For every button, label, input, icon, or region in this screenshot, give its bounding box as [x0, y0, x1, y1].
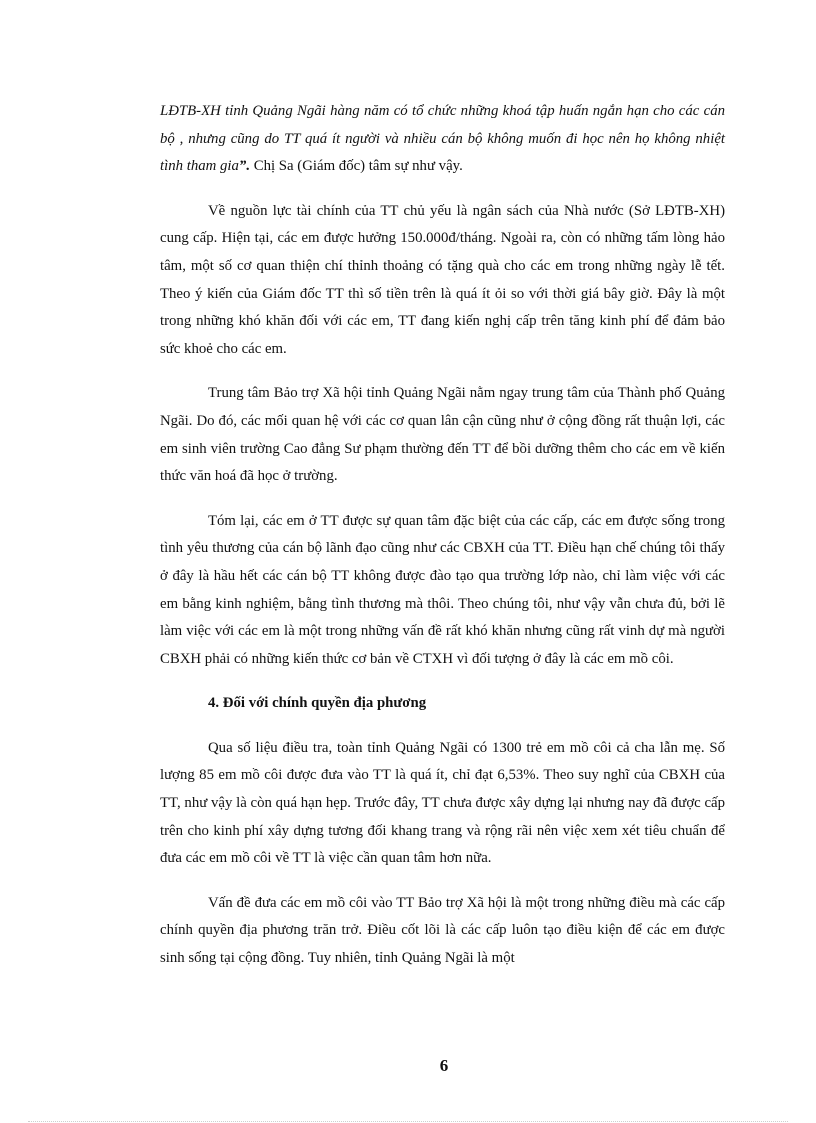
- section-heading: 4. Đối với chính quyền địa phương: [208, 695, 427, 712]
- paragraph-center-location: Trung tâm Bảo trợ Xã hội tỉnh Quảng Ngãi nằm ngay trung tâm của Thành phố Quảng Ngãi. Do đó, các mối quan hệ với các cơ quan lân cận cũng như ở cộng đồng rất thuận lợi, các em sinh viên trường Cao đẳng Sư phạm thường đến TT để bồi dưỡng thêm cho các em về kiến thức văn hoá đã học ở trường.: [160, 385, 725, 485]
- document-body: [160, 98, 725, 990]
- quote-close-mark: ”.: [238, 158, 251, 175]
- paragraph-financial-resources: Về nguồn lực tài chính của TT chủ yếu là ngân sách của Nhà nước (Sở LĐTB-XH) cung cấp. Hiện tại, các em được hưởng 150.000đ/tháng. Ngoài ra, còn có những tấm lòng hảo tâm, một số cơ quan thiện chí thỉnh thoảng có tặng quà cho các em trong những ngày lễ tết. Theo ý kiến của Giám đốc TT thì số tiền trên là quá ít ỏi so với thời giá bây giờ. Đây là một trong những khó khăn đối với các em, TT đang kiến nghị cấp trên tăng kinh phí để đảm bảo sức khoẻ cho các em.: [160, 202, 725, 357]
- paragraph-summary: Tóm lại, các em ở TT được sự quan tâm đặc biệt của các cấp, các em được sống trong tình yêu thương của cán bộ lãnh đạo cũng như các CBXH của TT. Điều hạn chế chúng tôi thấy ở đây là hầu hết các cán bộ TT không được đào tạo qua trường lớp nào, chỉ làm việc với các em bằng kinh nghiệm, bằng tình thương mà thôi. Theo chúng tôi, như vậy vẫn chưa đủ, bởi lẽ làm việc với các em là một trong những vấn đề rất khó khăn nhưng cũng rất vinh dự mà người CBXH phải có những kiến thức cơ bản về CTXH vì đối tượng ở đây là các em mồ côi.: [160, 512, 725, 667]
- paragraph-survey-data: Qua số liệu điều tra, toàn tỉnh Quảng Ngãi có 1300 trẻ em mồ côi cả cha lẫn mẹ. Số lượng 85 em mồ côi được đưa vào TT là quá ít, chỉ đạt 6,53%. Theo suy nghĩ của CBXH của TT, như vậy là còn quá hạn hẹp. Trước đây, TT chưa được xây dựng lại nhưng nay đã được cấp trên cho kinh phí xây dựng tương đối khang trang và rộng rãi nên việc xem xét tiêu chuẩn để đưa các em mồ côi về TT là việc cần quan tâm hơn nữa.: [160, 739, 725, 867]
- quote-attribution: Chị Sa (Giám đốc) tâm sự như vậy.: [250, 158, 463, 175]
- paragraph-quote: [160, 98, 725, 181]
- page-bottom-divider: [28, 1121, 788, 1122]
- quote-text: LĐTB-XH tỉnh Quảng Ngãi hàng năm có tổ chức những khoá tập huấn ngắn hạn cho các cán bộ , nhưng cũng do TT quá ít người và nhiều cán bộ không muốn đi học nên họ không nhiệt tình tham gia: [160, 103, 725, 175]
- page-number: 6: [439, 1056, 449, 1075]
- paragraph-local-authority: Vấn đề đưa các em mồ côi vào TT Bảo trợ Xã hội là một trong những điều mà các cấp chính quyền địa phương trăn trở. Điều cốt lõi là các cấp luôn tạo điều kiện để các em được sinh sống tại cộng đồng. Tuy nhiên, tỉnh Quảng Ngãi là một: [160, 894, 725, 967]
